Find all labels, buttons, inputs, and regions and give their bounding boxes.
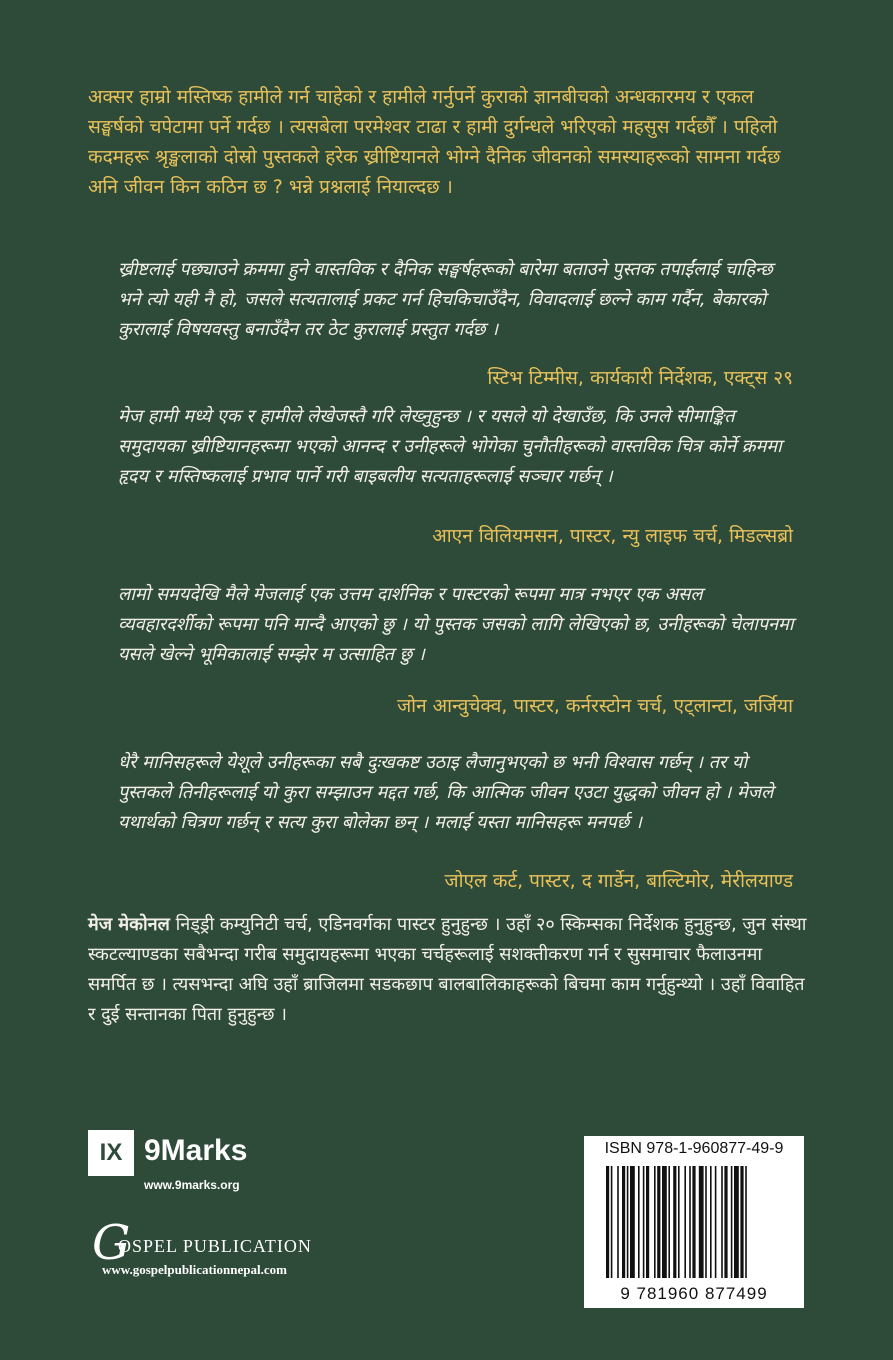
author-name: मेज मेकोनल bbox=[88, 914, 170, 935]
endorsement-quote-2: मेज हामी मध्ये एक र हामीले लेखेजस्तै गरि लेख्नुहुन्छ । र यसले यो देखाउँछ, कि उनले सीमाङ्कित समुदायका ख्रीष्टियानहरूमा भएको आनन्द र उनीहरूले भोगेका चुनौतीहरूको वास्तविक चित्र कोर्ने क्रममा हृदय र मस्तिष्कलाई प्रभाव पार्ने गरी बाइबलीय सत्यताहरूलाई सञ्चार गर्छन् । bbox=[118, 406, 782, 487]
intro-paragraph: अक्सर हाम्रो मस्तिष्क हामीले गर्न चाहेको र हामीले गर्नुपर्ने कुराको ज्ञानबीचको अन्धकारमय र एकल सङ्घर्षको चपेटामा पर्ने गर्दछ । त्यसबेला परमेश्वर टाढा र हामी दुर्गन्धले भरिएको महसुस गर्दछौँ । पहिलो कदमहरू श्रृङ्खलाको दोस्रो पुस्तकले हरेक ख्रीष्टियानले भोग्ने दैनिक जीवनको समस्याहरूको सामना गर्दछ अनि जीवन किन कठिन छ ? भन्ने प्रश्नलाई नियाल्दछ । bbox=[88, 86, 781, 198]
9marks-ix-mark: IX bbox=[88, 1130, 134, 1176]
endorsement-quote-3: लामो समयदेखि मैले मेजलाई एक उत्तम दार्शनिक र पास्टरको रूपमा मात्र नभएर एक असल व्यवहारदर्शीको रूपमा पनि मान्दै आएको छु । यो पुस्तक जसको लागि लेखिएको छ, उनीहरूको चेलापनमा यसले खेल्ने भूमिकालाई सम्झेर म उत्साहित छु । bbox=[118, 584, 794, 665]
gospel-initial: G bbox=[92, 1215, 131, 1271]
author-bio bbox=[88, 910, 808, 1030]
endorsement-author-4: जोएल कर्ट, पास्टर, द गार्डेन, बाल्टिमोर, मेरीलयाण्ड bbox=[444, 870, 793, 892]
endorsement-author-1: स्टिभ टिम्मीस, कार्यकारी निर्देशक, एक्ट्स २९ bbox=[487, 367, 793, 389]
barcode-graphic bbox=[606, 1166, 782, 1278]
9marks-url: www.9marks.org bbox=[144, 1178, 240, 1192]
endorsement-quote-1: ख्रीष्टलाई पछ्याउने क्रममा हुने वास्तविक र दैनिक सङ्घर्षहरूको बारेमा बताउने पुस्तक तपाईंलाई चाहिन्छ भने त्यो यही नै हो, जसले सत्यतालाई प्रकट गर्न हिचकिचाउँदैन, विवादलाई छल्ने काम गर्दैन, बेकारको कुरालाई विषयवस्तु बनाउँदैन तर ठेट कुरालाई प्रस्तुत गर्दछ । bbox=[118, 259, 773, 340]
gospel-url: www.gospelpublicationnepal.com bbox=[102, 1262, 287, 1277]
isbn-digits: 9 781960 877499 bbox=[620, 1284, 768, 1303]
author-bio-text: निड्ड्री कम्युनिटी चर्च, एडिनवर्गका पास्टर हुनुहुन्छ । उहाँ २० स्किम्सका निर्देशक हुनुहुन्छ, जुन संस्था स्कटल्याण्डका सबैभन्दा गरीब समुदायहरूमा भएका चर्चहरूलाई सशक्तीकरण गर्न र सुसमाचार फैलाउनमा समर्पित छ । त्यसभन्दा अघि उहाँ ब्राजिलमा सडकछाप बालबालिकाहरूको बिचमा काम गर्नुहुन्थ्यो । उहाँ विवाहित र दुई सन्तानका पिता हुनुहुन्छ । bbox=[88, 914, 807, 1025]
endorsement-author-3: जोन आन्वुचेक्व, पास्टर, कर्नरस्टोन चर्च, एट्लान्टा, जर्जिया bbox=[397, 695, 793, 717]
gospel-name: OSPEL PUBLICATION bbox=[118, 1236, 312, 1256]
isbn-label: ISBN 978-1-960877-49-9 bbox=[604, 1140, 784, 1157]
9marks-name: 9Marks bbox=[144, 1134, 248, 1167]
endorsement-author-2: आएन विलियमसन, पास्टर, न्यु लाइफ चर्च, मिडल्सब्रो bbox=[432, 525, 793, 547]
endorsement-quote-4: धेरै मानिसहरूले येशूले उनीहरूका सबै दुःखकष्ट उठाइ लैजानुभएको छ भनी विश्वास गर्छन् । तर यो पुस्तकले तिनीहरूलाई यो कुरा सम्झाउन मद्दत गर्छ, कि आत्मिक जीवन एउटा युद्धको जीवन हो । मेजले यथार्थको चित्रण गर्छन् र सत्य कुरा बोलेका छन् । मलाई यस्ता मानिसहरू मनपर्छ । bbox=[118, 752, 774, 833]
isbn-barcode-box bbox=[584, 1136, 804, 1308]
